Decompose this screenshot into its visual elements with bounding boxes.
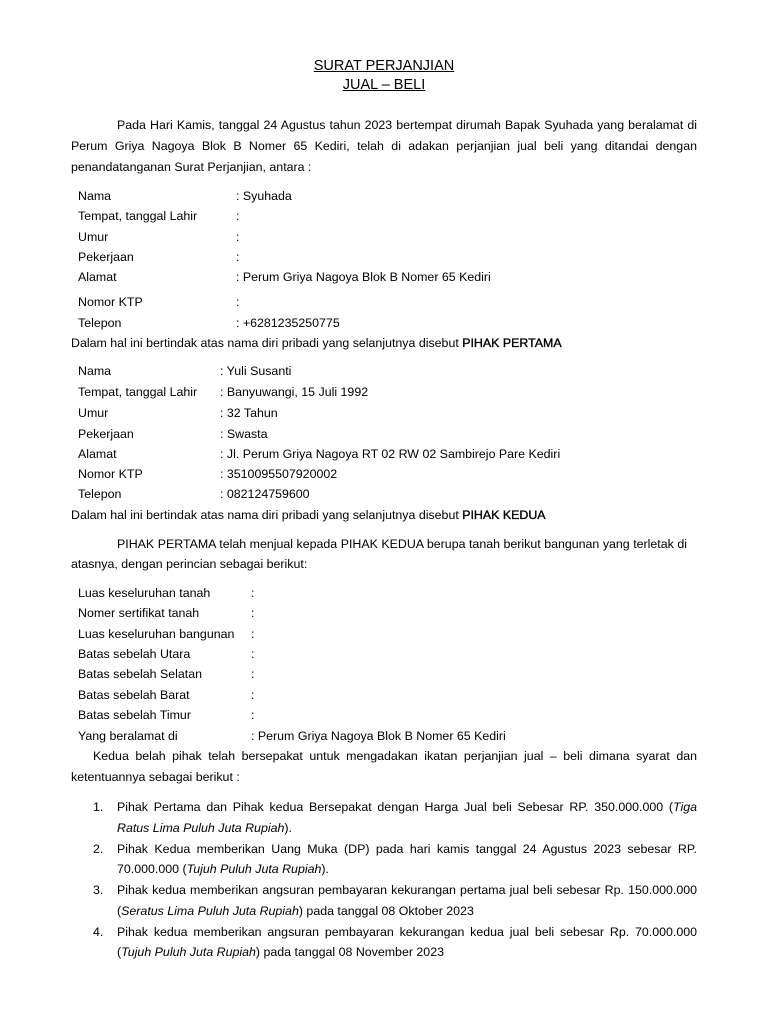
agreement-line: ketentuannya sebagai berikut : <box>71 770 240 784</box>
field-label: Umur <box>78 406 109 420</box>
field-value: : <box>236 209 240 223</box>
term-line: Pihak Pertama dan Pihak kedua Bersepakat dengan Harga Jual beli Sebesar RP. 350.000.000 (Tiga <box>117 800 697 814</box>
field-value: : <box>236 230 240 244</box>
field-value: : <box>251 708 255 722</box>
field-value: : <box>251 606 255 620</box>
field-label: Batas sebelah Timur <box>78 708 191 722</box>
document-title: SURAT PERJANJIAN <box>313 58 455 74</box>
field-label: Nomor KTP <box>78 295 143 309</box>
intro-line: Pada Hari Kamis, tanggal 24 Agustus tahun 2023 bertempat dirumah Bapak Syuhada yang beralamat di <box>117 118 697 132</box>
field-label: Luas keseluruhan bangunan <box>78 627 235 641</box>
field-label: Nama <box>78 189 112 203</box>
term-number: 2. <box>93 842 104 856</box>
field-value: : <box>251 647 255 661</box>
term-line: (Tujuh Puluh Juta Rupiah) pada tanggal 08 November 2023 <box>117 945 444 959</box>
field-value: : Jl. Perum Griya Nagoya RT 02 RW 02 Sambirejo Pare Kediri <box>220 447 561 461</box>
term-line: Pihak Kedua memberikan Uang Muka (DP) pada hari kamis tanggal 24 Agustus 2023 sebesar RP. <box>117 842 697 856</box>
field-value: : <box>251 627 255 641</box>
field-value: : <box>251 667 255 681</box>
field-value: : 3510095507920002 <box>220 467 338 481</box>
field-value: : 082124759600 <box>220 487 310 501</box>
transfer-line: atasnya, dengan perincian sebagai berikut: <box>71 557 308 571</box>
intro-line: penandatanganan Surat Perjanjian, antara : <box>71 160 312 174</box>
field-value: : Perum Griya Nagoya Blok B Nomer 65 Kediri <box>251 729 506 743</box>
field-value: : Banyuwangi, 15 Juli 1992 <box>220 385 369 399</box>
term-line: 70.000.000 (Tujuh Puluh Juta Rupiah). <box>117 862 329 876</box>
transfer-line: PIHAK PERTAMA telah menjual kepada PIHAK KEDUA berupa tanah berikut bangunan yang terletak di <box>117 537 687 551</box>
field-label: Telepon <box>78 316 122 330</box>
field-value: : <box>251 586 255 600</box>
term-number: 3. <box>93 883 104 897</box>
document-subtitle: JUAL – BELI <box>342 77 426 93</box>
field-label: Tempat, tanggal Lahir <box>78 209 198 223</box>
field-label: Batas sebelah Selatan <box>78 667 202 681</box>
term-line: Ratus Lima Puluh Juta Rupiah). <box>117 821 292 835</box>
field-label: Nomer sertifikat tanah <box>78 606 200 620</box>
field-value: : Syuhada <box>236 189 292 203</box>
field-label: Pekerjaan <box>78 427 134 441</box>
term-line: Pihak kedua memberikan angsuran pembayaran kekurangan kedua jual beli sebesar Rp. 70.000.000 <box>117 925 697 939</box>
agreement-line: Kedua belah pihak telah bersepakat untuk mengadakan ikatan perjanjian jual – beli dimana syarat dan <box>93 749 697 763</box>
field-label: Luas keseluruhan tanah <box>78 586 211 600</box>
field-label: Alamat <box>78 270 117 284</box>
field-label: Tempat, tanggal Lahir <box>78 385 198 399</box>
term-number: 1. <box>93 800 104 814</box>
field-label: Umur <box>78 230 109 244</box>
field-label: Yang beralamat di <box>78 729 178 743</box>
field-value: : Yuli Susanti <box>220 364 292 378</box>
field-value: : <box>236 295 240 309</box>
field-label: Pekerjaan <box>78 250 134 264</box>
field-label: Telepon <box>78 487 122 501</box>
field-label: Nomor KTP <box>78 467 143 481</box>
field-value: : Swasta <box>220 427 268 441</box>
field-value: : 32 Tahun <box>220 406 278 420</box>
term-line: Pihak kedua memberikan angsuran pembayaran kekurangan pertama jual beli sebesar Rp. 150.000.000 <box>117 883 697 897</box>
field-label: Alamat <box>78 447 117 461</box>
intro-line: Perum Griya Nagoya Blok B Nomer 65 Kediri, telah di adakan perjanjian jual beli yang ditandai dengan <box>71 139 697 153</box>
term-line: (Seratus Lima Puluh Juta Rupiah) pada tanggal 08 Oktober 2023 <box>117 904 474 918</box>
term-number: 4. <box>93 925 104 939</box>
party2-statement: Dalam hal ini bertindak atas nama diri pribadi yang selanjutnya disebut PIHAK KEDUA <box>71 508 546 522</box>
field-label: Batas sebelah Barat <box>78 688 190 702</box>
field-value: : Perum Griya Nagoya Blok B Nomer 65 Kediri <box>236 270 491 284</box>
field-value: : <box>236 250 240 264</box>
field-label: Batas sebelah Utara <box>78 647 191 661</box>
field-label: Nama <box>78 364 112 378</box>
party1-role: PIHAK PERTAMA <box>462 336 562 350</box>
field-value: : +6281235250775 <box>236 316 340 330</box>
party1-statement: Dalam hal ini bertindak atas nama diri pribadi yang selanjutnya disebut PIHAK PERTAMA <box>71 336 562 350</box>
field-value: : <box>251 688 255 702</box>
party2-role: PIHAK KEDUA <box>462 508 546 522</box>
